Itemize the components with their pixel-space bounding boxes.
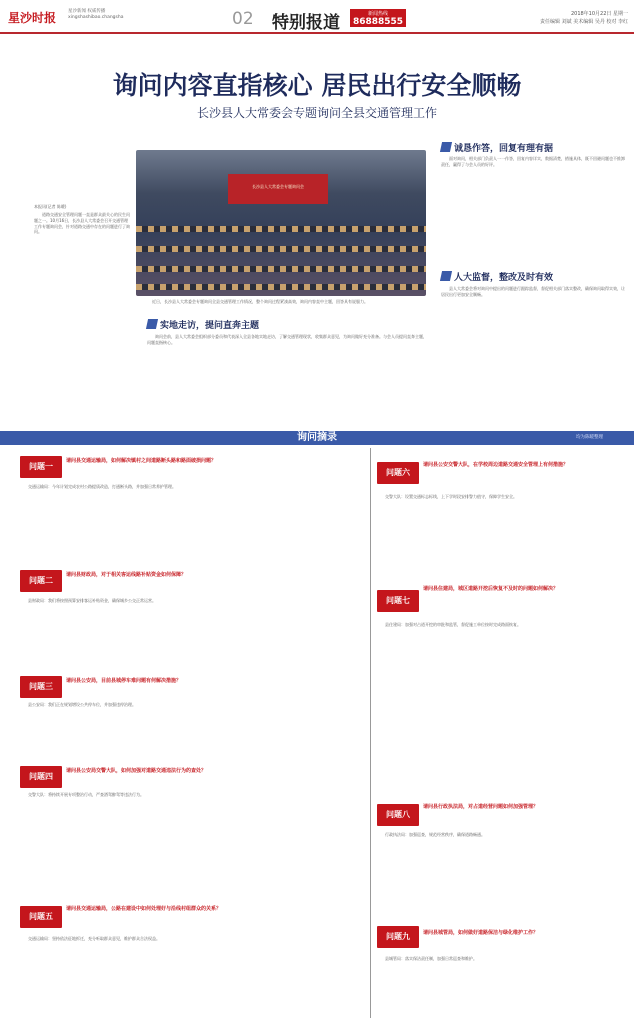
digest-title: 询问摘录 xyxy=(297,432,337,443)
hotline-badge: 新闻热线 86888555 xyxy=(350,9,406,27)
question-tag: 问题五 xyxy=(20,906,62,928)
headline: 询问内容直指核心 居民出行安全顺畅 xyxy=(112,71,522,100)
photo-caption: 近日，长沙县人大常委会专题询问全县交通管理工作情况，整个询问过程紧凑高效，询问内容直中主题，回答具有说服力。 xyxy=(152,299,368,304)
question-text: 请问县公安交警大队，在学校周边道路交通安全管理上有何措施？ xyxy=(423,462,569,468)
question-text: 请问县交通运输局，公路在建设中如何处理好与沿线村组群众的关系？ xyxy=(66,906,222,912)
answer-text: 县城管局：落实保洁责任制，加强日常巡查和维护。 xyxy=(385,956,477,961)
digest-credit: 均为陈暖整理 xyxy=(576,435,603,440)
answer-text: 交警大队：将持续开展专项整治行动，严查酒驾醉驾等违法行为。 xyxy=(28,792,144,797)
section-2-body: 面对询问，相关部门负责人一一作答，回复内容详实，数据清楚，措施具体，既不回避问题也不推卸责任，赢得了与会人员的好评。 xyxy=(441,156,625,167)
section-3-title: 人大监督，整改及时有效 xyxy=(441,270,553,283)
question-text: 请问县城管局，如何做好道路保洁与绿化维护工作？ xyxy=(423,930,539,936)
section-3-body: 县人大常委会将对询问中提出的问题进行跟踪监督，督促相关部门落实整改，确保询问取得实效，让居民出行更加安全顺畅。 xyxy=(441,286,625,297)
newspaper-logo: 星沙时报 xyxy=(8,11,57,25)
section-2-title: 诚恳作答，回复有理有据 xyxy=(441,141,553,154)
photo-seats xyxy=(136,266,426,272)
photo-seats xyxy=(136,284,426,290)
answer-text: 县公安局：我们正在规划增设公共停车位，并加强违停治理。 xyxy=(28,702,136,707)
question-text: 请问县住建局，城区道路开挖后恢复不及时的问题如何解决？ xyxy=(423,586,559,592)
subheadline: 长沙县人大常委会专题询问全县交通管理工作 xyxy=(196,106,437,120)
masthead xyxy=(0,0,634,34)
answer-text: 县财政局：我们将按照预算安排客运补贴资金，确保城乡公交正常运营。 xyxy=(28,598,156,603)
lead-byline: 本报讯(记者 陈暖) xyxy=(34,204,67,209)
question-tag: 问题六 xyxy=(377,462,419,484)
question-text: 请问县公安局交警大队，如何加强对道路交通违法行为的查处？ xyxy=(66,768,207,774)
question-tag: 问题二 xyxy=(20,570,62,592)
page-number: 02 xyxy=(232,9,254,29)
question-tag: 问题四 xyxy=(20,766,62,788)
column-divider xyxy=(370,448,371,1018)
masthead-right: 2018年10月22日 星期一 责任编辑 刘斌 美术编辑 吴丹 校对 李红 xyxy=(540,11,628,25)
section-marker-icon xyxy=(146,319,158,329)
question-text: 请问县交通运输局，如何解决镇村之间道路断头路和路面破损问题？ xyxy=(66,458,217,464)
answer-text: 交通运输局：坚持依法征地拆迁，充分听取群众意见，维护群众合法权益。 xyxy=(28,936,160,941)
photo-seats xyxy=(136,226,426,232)
answer-text: 交警大队：设置交通标志标线，上下学时段安排警力值守，保障学生安全。 xyxy=(385,494,517,499)
section-marker-icon xyxy=(440,142,452,152)
section-marker-icon xyxy=(440,271,452,281)
answer-text: 交通运输局：今年计划完成农村公路提质改造，打通断头路，并加强日常养护管理。 xyxy=(28,484,176,489)
answer-text: 行政执法局：加强巡查，规范经营秩序，确保道路畅通。 xyxy=(385,832,485,837)
photo-screen: 长沙县人大常委会专题询问会 xyxy=(228,174,328,204)
meeting-photo xyxy=(136,150,426,296)
section-1-title: 实地走访，提问直奔主题 xyxy=(147,318,259,331)
question-text: 请问县公安局，目前县城停车难问题有何解决措施？ xyxy=(66,678,182,684)
answer-text: 县住建局：加强对占道开挖的审批和监管，督促施工单位按时完成路面恢复。 xyxy=(385,622,521,627)
question-text: 请问县行政执法局，对占道经营问题如何加强管理？ xyxy=(423,804,539,810)
question-tag: 问题九 xyxy=(377,926,419,948)
photo-seats xyxy=(136,246,426,252)
question-tag: 问题七 xyxy=(377,590,419,612)
section-1-body: 询问会前，县人大常委会组织部分委员和代表深入全县各地实地走访，了解交通管理现状，收集群众意见，为询问做好充分准备。与会人员提问直奔主题，问题直指核心。 xyxy=(147,334,427,345)
question-tag: 问题八 xyxy=(377,804,419,826)
question-tag: 问题三 xyxy=(20,676,62,698)
masthead-sub: 星沙新闻 权威传播 xingshashibao.changsha xyxy=(68,9,124,20)
page-title: 特别报道 xyxy=(272,13,340,33)
question-text: 请问县财政局，对于相关客运线路补贴资金如何保障？ xyxy=(66,572,187,578)
question-tag: 问题一 xyxy=(20,456,62,478)
lead-body: 道路交通安全管理问题一直是群众最关心的民生问题之一。10月16日，长沙县人大常委会召开交通管理工作专题询问会，针对道路交通中存在的问题进行了询问。 xyxy=(34,212,130,235)
